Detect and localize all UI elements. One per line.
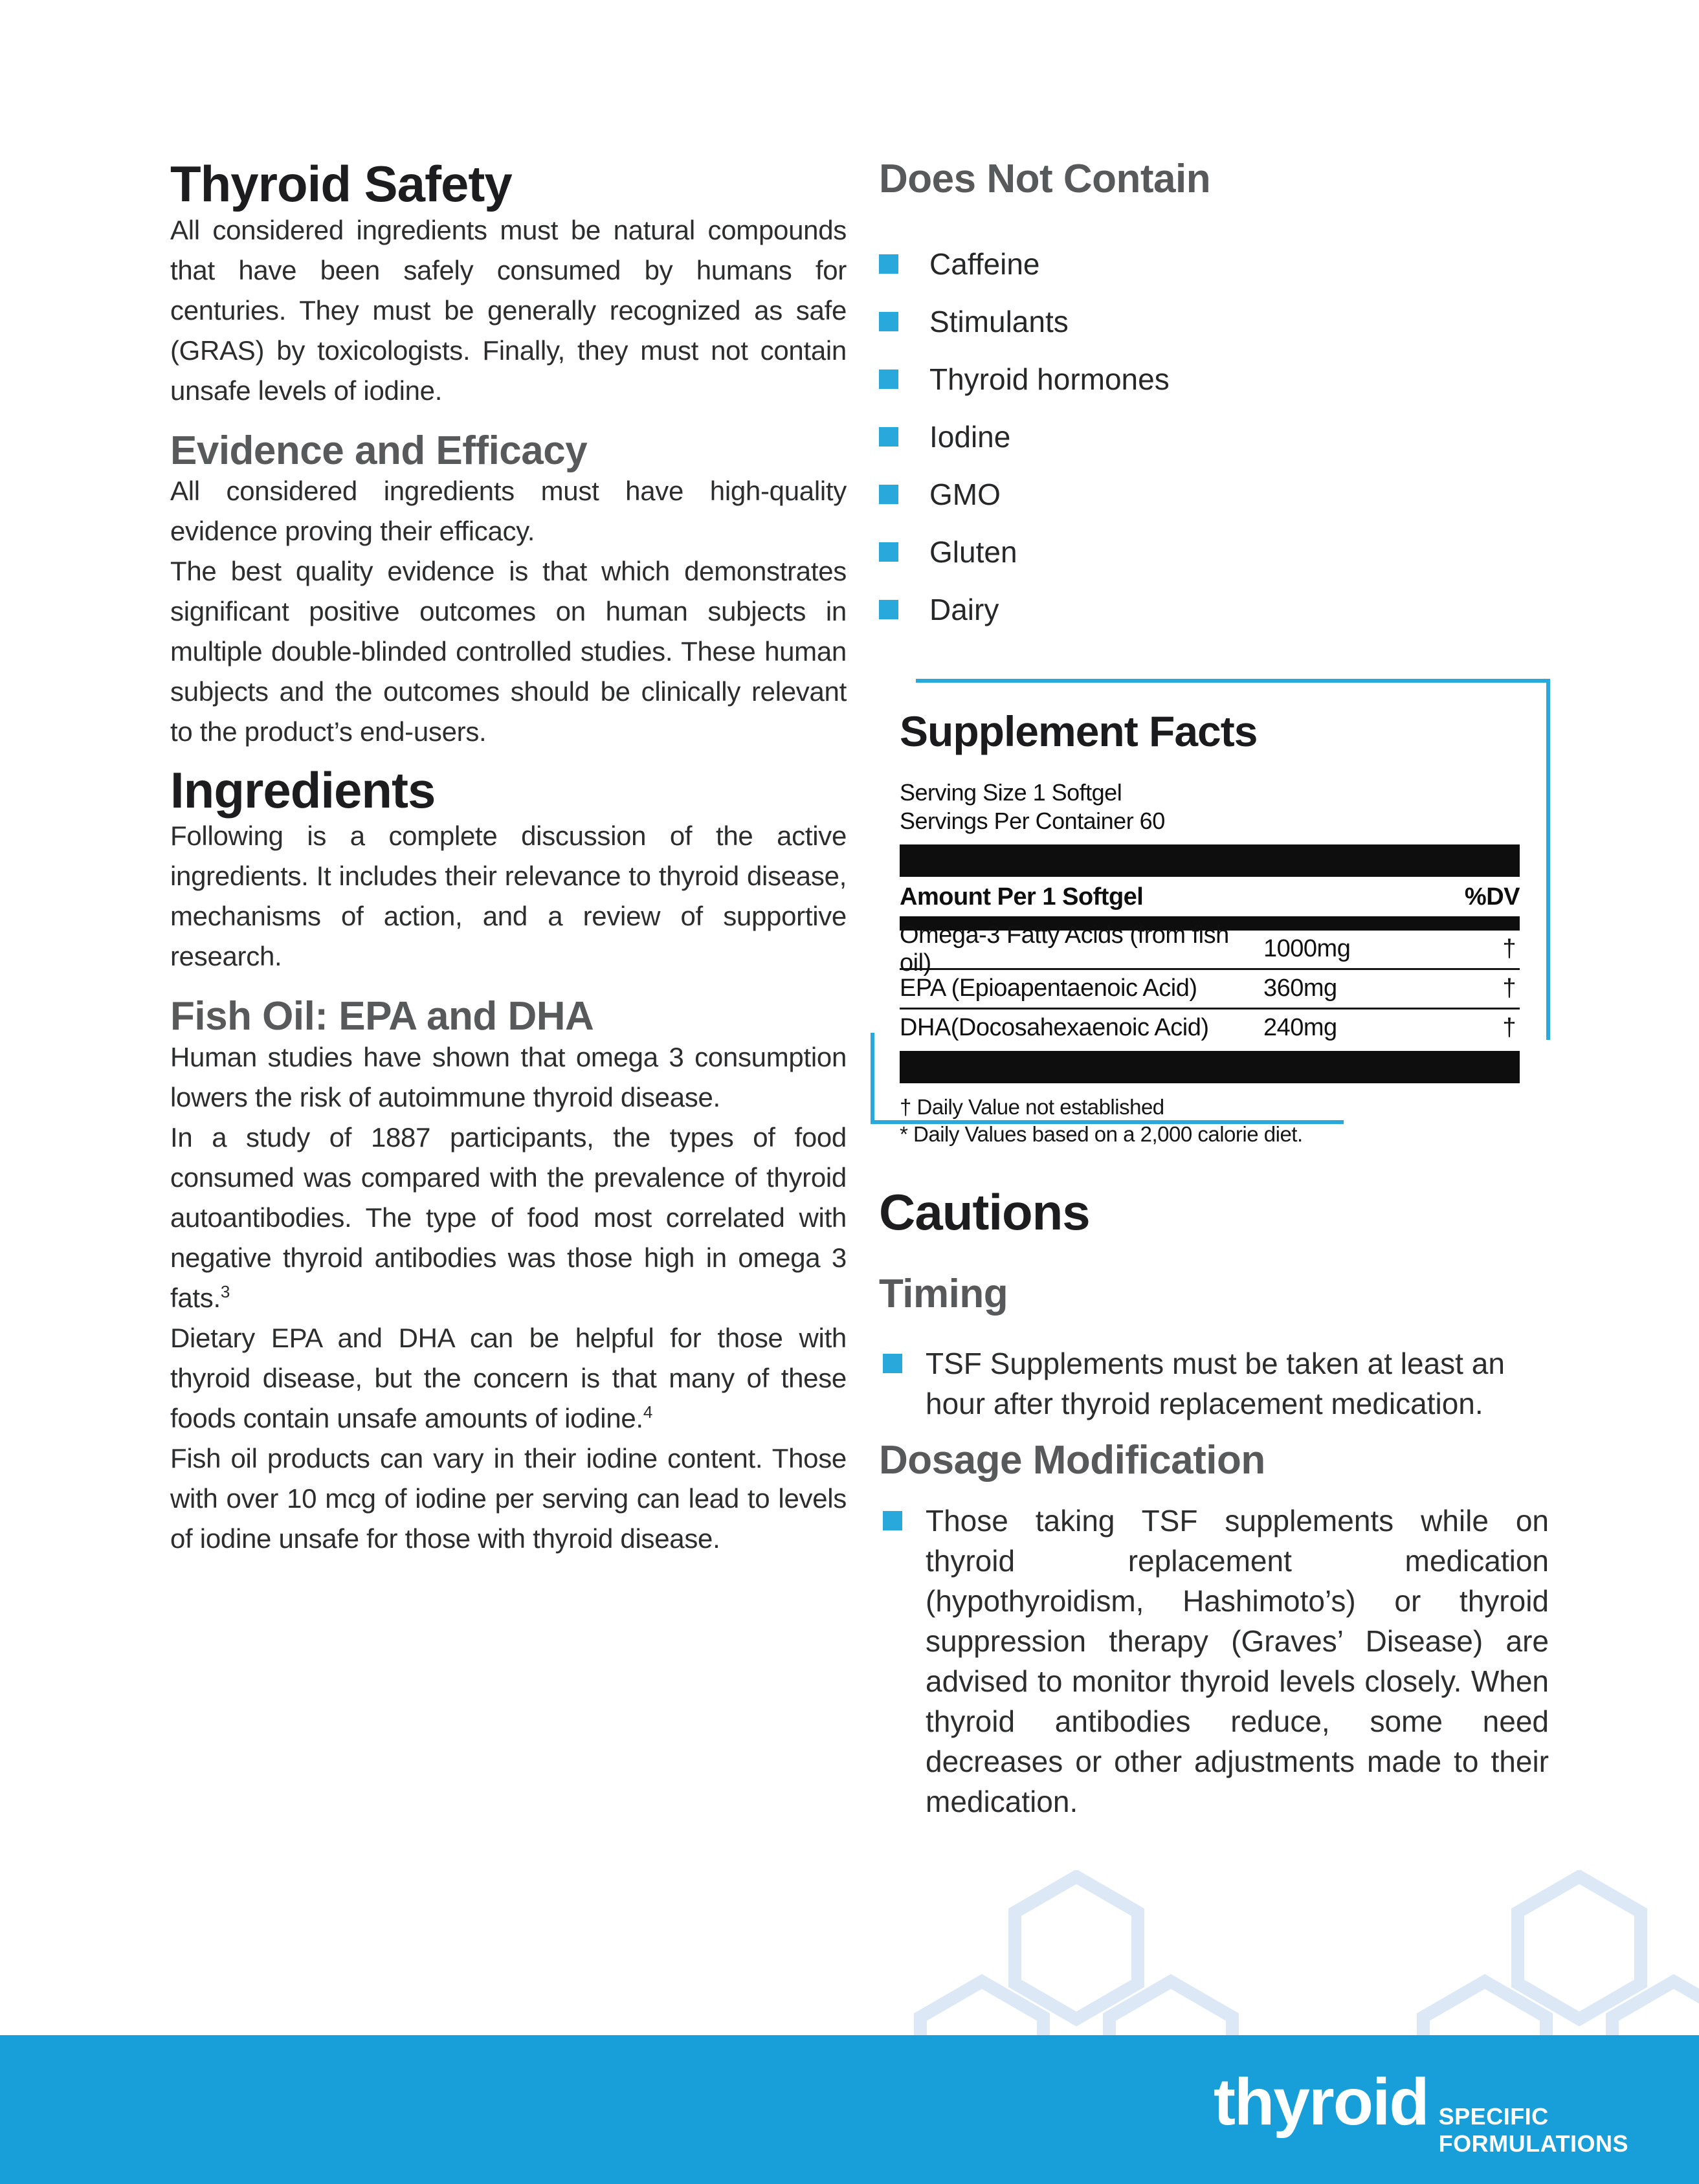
list-item-label: Dairy: [929, 592, 999, 626]
list-item: [879, 523, 1549, 580]
right-column: [879, 159, 1549, 1822]
list-item: [879, 465, 1549, 523]
footnote-ref-4: 4: [643, 1402, 652, 1422]
list-item: [879, 408, 1549, 465]
divider-bar-thick: [900, 844, 1520, 877]
paragraph-fish-3-text: Dietary EPA and DHA can be helpful for those with thyroid disease, but the concern is that many of these foods contain unsafe amounts of iodine.: [170, 1322, 847, 1433]
timing-bullet-text: TSF Supplements must be taken at least an hour after thyroid replacement medication.: [926, 1347, 1505, 1421]
does-not-contain-list: [879, 235, 1549, 638]
paragraph-evidence-2: The best quality evidence is that which demonstrates significant positive outcomes on human subjects in multiple double-blinded controlled studies. These human subjects and the outcomes should be clinically relevant to the product’s end-users.: [170, 555, 847, 747]
nutrient-amount: 360mg: [1263, 975, 1337, 1002]
divider-bar-thick: [900, 1051, 1520, 1083]
section-title-fish-oil: Fish Oil: EPA and DHA: [170, 994, 594, 1039]
section-title-thyroid-safety: Thyroid Safety: [170, 155, 512, 212]
table-row: [900, 1009, 1520, 1047]
amount-per-header: Amount Per 1 Softgel: [900, 883, 1144, 910]
paragraph-evidence-1: All considered ingredients must have high-quality evidence proving their efficacy.: [170, 475, 847, 546]
section-title-ingredients: Ingredients: [170, 761, 436, 819]
list-item-label: Iodine: [929, 419, 1011, 454]
footer-bar: [0, 2035, 1699, 2184]
brand-tagline: SPECIFIC FORMULATIONS: [1438, 2103, 1628, 2157]
supplement-facts-panel: [879, 679, 1549, 1147]
paragraph-fish-2-text: In a study of 1887 participants, the types of food consumed was compared with the prevalence of thyroid autoantibodies. The type of food most correlated with negative thyroid antibodies was those high in omega 3 fats.: [170, 1121, 847, 1313]
bullet-square-icon: [879, 485, 898, 504]
bullet-square-icon: [883, 1511, 902, 1530]
table-row: [900, 921, 1520, 976]
list-item: [879, 350, 1549, 408]
list-item: [879, 580, 1549, 638]
hexagon-watermark: [874, 1870, 1699, 2038]
bullet-square-icon: [879, 600, 898, 619]
dv-header: %DV: [1464, 883, 1520, 910]
paragraph-thyroid-safety: All considered ingredients must be natural compounds that have been safely consumed by humans for centuries. They must be generally recognized as safe (GRAS) by toxicologists. Finally, they must not contain unsafe levels of iodine.: [170, 214, 847, 406]
paragraph-ingredients: Following is a complete discussion of the active ingredients. It includes their relevance to thyroid disease, mechanisms of action, and a review of supportive research.: [170, 821, 847, 972]
footnote-asterisk: * Daily Values based on a 2,000 calorie diet.: [900, 1121, 1303, 1146]
bullet-square-icon: [883, 1354, 902, 1373]
paragraph-fish-1: Human studies have shown that omega 3 consumption lowers the risk of autoimmune thyroid disease.: [170, 1041, 847, 1112]
brand-logo: thyroid: [1214, 2065, 1428, 2139]
dosage-bullet-text: Those taking TSF supplements while on thyroid replacement medication (hypothyroidism, Hashimoto’s) or thyroid suppression therapy (Graves’ Disease) are advised to monitor thyroid levels closely. When thyroid antibodies reduce, some need decreases or other adjustments made to their medication.: [926, 1503, 1549, 1818]
section-title-evidence-efficacy: Evidence and Efficacy: [170, 428, 588, 473]
footnote-dagger: † Daily Value not established: [900, 1094, 1164, 1119]
facts-header-row: [900, 883, 1520, 911]
list-item-label: GMO: [929, 477, 1001, 511]
list-item-label: Thyroid hormones: [929, 362, 1170, 396]
footnote-ref-3: 3: [220, 1281, 230, 1301]
left-column: [170, 155, 847, 1559]
paragraph-fish-2: [170, 1118, 847, 1318]
serving-size: Serving Size 1 Softgel: [900, 778, 1122, 806]
nutrient-dv: †: [1502, 1014, 1516, 1042]
supplement-facts-title: Supplement Facts: [900, 707, 1258, 756]
section-title-cautions: Cautions: [879, 1183, 1090, 1241]
nutrient-name: DHA(Docosahexaenoic Acid): [900, 1014, 1209, 1042]
bullet-square-icon: [879, 427, 898, 447]
nutrient-amount: 240mg: [1263, 1014, 1337, 1042]
bullet-square-icon: [879, 542, 898, 562]
bullet-square-icon: [879, 312, 898, 331]
section-title-does-not-contain: Does Not Contain: [879, 157, 1211, 201]
dosage-bullet-item: [879, 1501, 1549, 1822]
list-item: [879, 292, 1549, 350]
bullet-square-icon: [879, 254, 898, 274]
nutrient-dv: †: [1502, 935, 1516, 963]
table-row: [900, 970, 1520, 1009]
servings-per-container: Servings Per Container 60: [900, 807, 1165, 834]
list-item: [879, 235, 1549, 292]
nutrient-dv: †: [1502, 975, 1516, 1002]
paragraph-fish-4: Fish oil products can vary in their iodine content. Those with over 10 mcg of iodine per serving can lead to levels of iodine unsafe for those with thyroid disease.: [170, 1442, 847, 1554]
section-title-dosage-modification: Dosage Modification: [879, 1438, 1265, 1483]
bullet-square-icon: [879, 370, 898, 389]
section-title-timing: Timing: [879, 1272, 1008, 1317]
nutrient-name: EPA (Epioapentaenoic Acid): [900, 975, 1197, 1002]
paragraph-fish-3: [170, 1318, 847, 1439]
nutrient-name: Omega-3 Fatty Acids (from fish oil): [900, 921, 1229, 976]
serving-info: [900, 778, 1520, 835]
list-item-label: Stimulants: [929, 304, 1069, 338]
list-item-label: Gluten: [929, 535, 1017, 569]
list-item-label: Caffeine: [929, 247, 1040, 281]
nutrient-amount: 1000mg: [1263, 935, 1351, 963]
timing-bullet-item: [879, 1343, 1549, 1424]
